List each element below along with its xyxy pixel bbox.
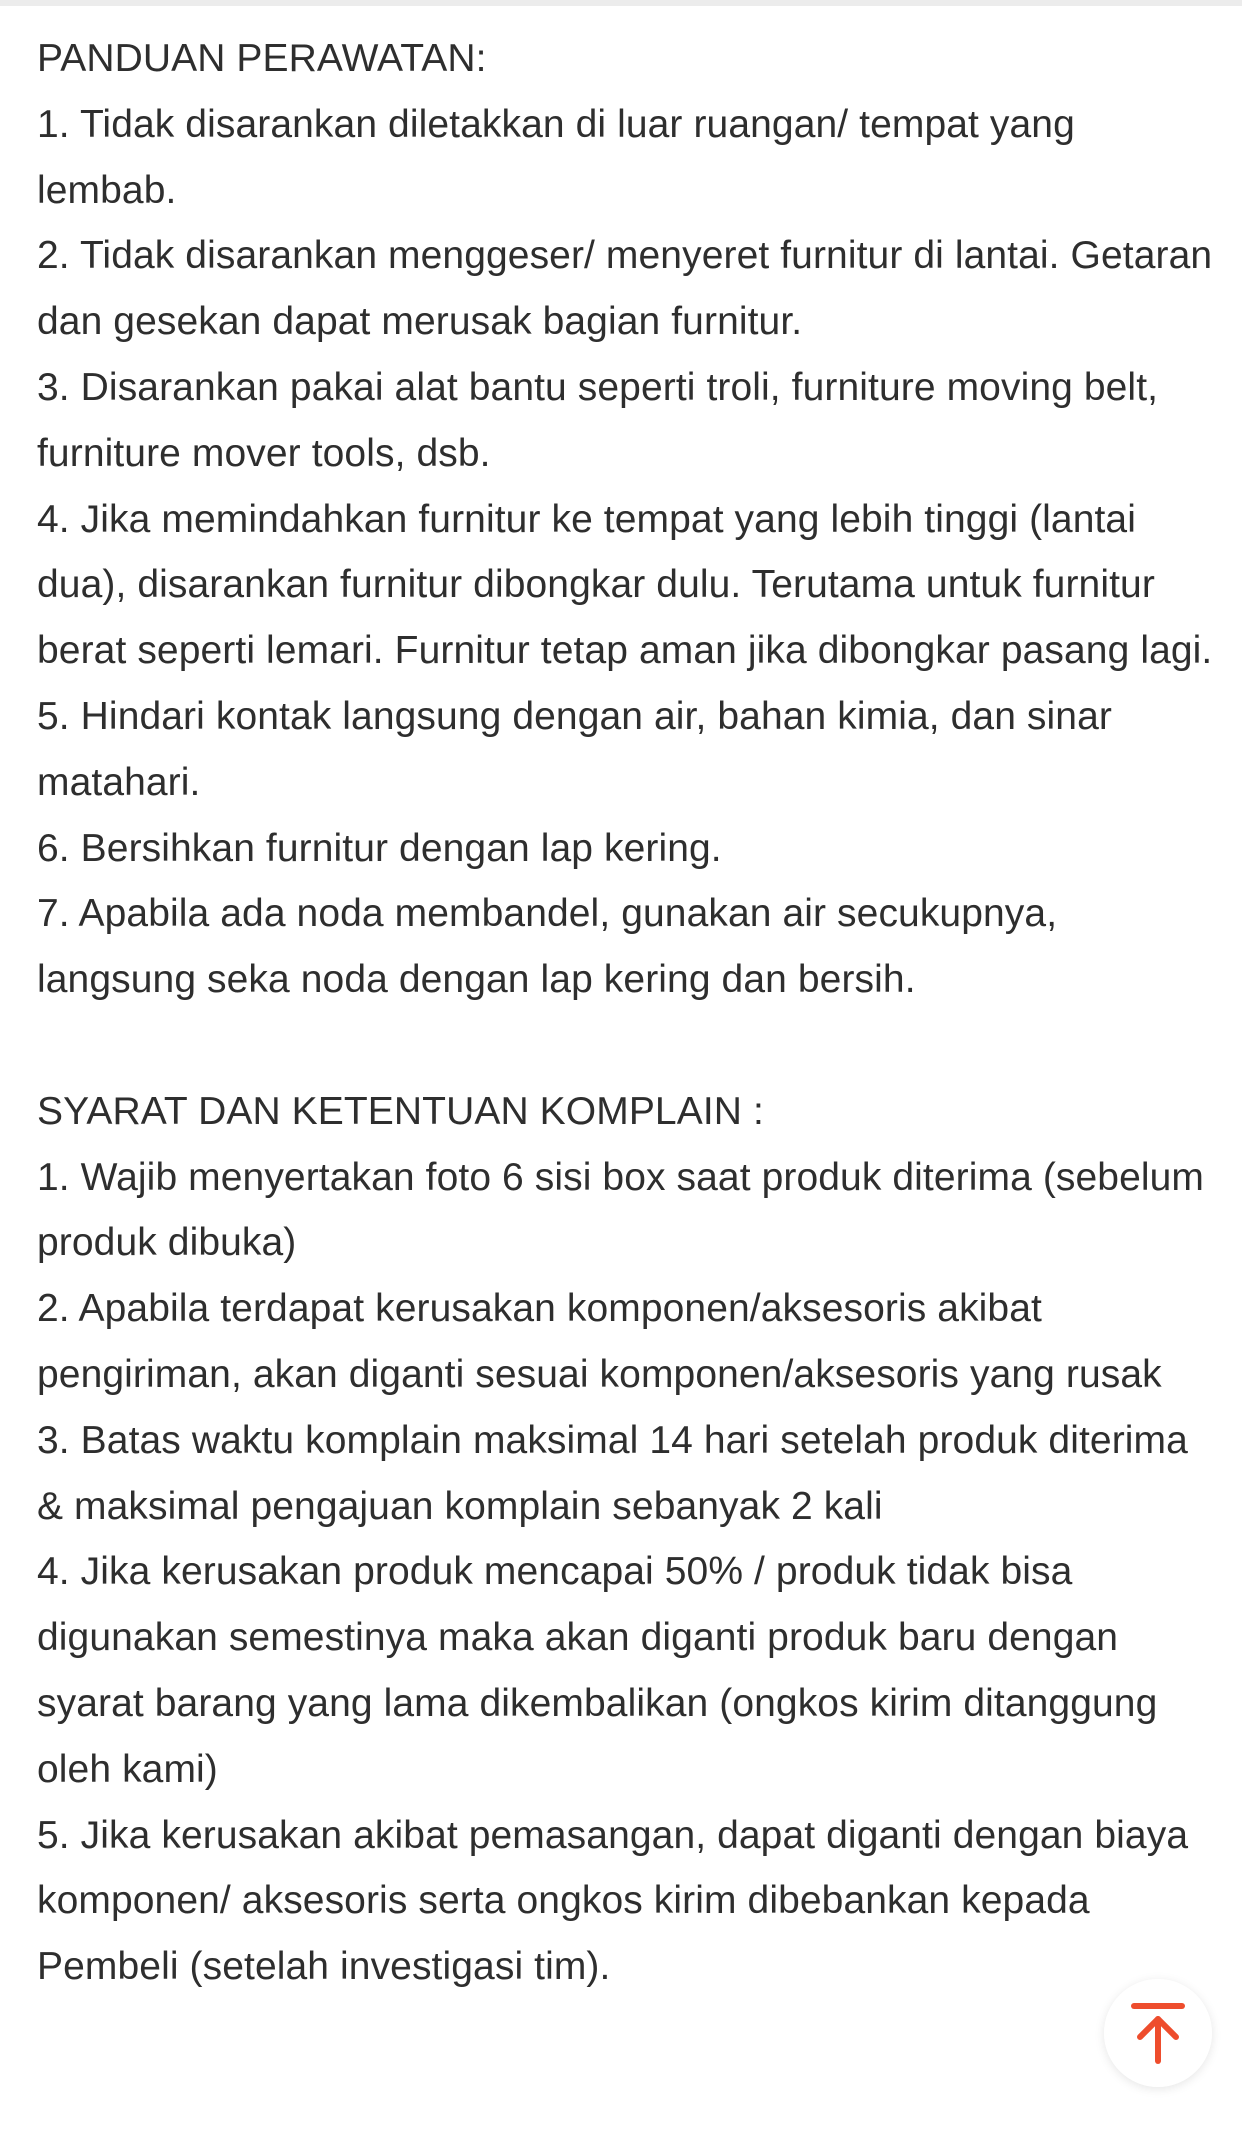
section-spacer [37, 1013, 1217, 1079]
care-guide-item: 6. Bersihkan furnitur dengan lap kering. [37, 826, 722, 870]
care-guide-item: 7. Apabila ada noda membandel, gunakan air secukupnya, langsung seka noda dengan lap kering dan bersih. [37, 892, 1058, 1002]
care-guide-item: 3. Disarankan pakai alat bantu seperti troli, furniture moving belt, furniture mover tools, dsb. [37, 365, 1159, 475]
care-guide-item: 4. Jika memindahkan furnitur ke tempat yang lebih tinggi (lantai dua), disarankan furnitur dibongkar dulu. Terutama untuk furnitur berat seperti lemari. Furnitur tetap aman jika dibongkar pasang lagi. [37, 497, 1213, 673]
complaint-terms-item: 2. Apabila terdapat kerusakan komponen/aksesoris akibat pengiriman, akan diganti sesuai komponen/aksesoris yang rusak [37, 1287, 1162, 1396]
complaint-terms-item: 4. Jika kerusakan produk mencapai 50% / produk tidak bisa digunakan semestinya maka akan diganti produk baru dengan syarat barang yang lama dikembalikan (ongkos kirim ditanggung oleh kami) [37, 1550, 1158, 1791]
care-guide-item: 5. Hindari kontak langsung dengan air, bahan kimia, dan sinar matahari. [37, 694, 1112, 804]
complaint-terms-item: 5. Jika kerusakan akibat pemasangan, dapat diganti dengan biaya komponen/ aksesoris serta ongkos kirim dibebankan kepada Pembeli (setelah investigasi tim). [37, 1813, 1189, 1989]
top-divider [0, 0, 1242, 6]
care-guide-item: 2. Tidak disarankan menggeser/ menyeret furnitur di lantai. Getaran dan gesekan dapat merusak bagian furnitur. [37, 234, 1213, 344]
care-guide-title: PANDUAN PERAWATAN: [37, 37, 487, 80]
complaint-terms-item: 3. Batas waktu komplain maksimal 14 hari setelah produk diterima & maksimal pengajuan komplain sebanyak 2 kali [37, 1418, 1188, 1528]
complaint-terms-title: SYARAT DAN KETENTUAN KOMPLAIN : [37, 1089, 764, 1133]
arrow-up-to-top-icon [1128, 2001, 1188, 2065]
description-text [37, 26, 1217, 2000]
scroll-to-top-button[interactable] [1104, 1979, 1212, 2087]
complaint-terms-item: 1. Wajib menyertakan foto 6 sisi box saat produk diterima (sebelum produk dibuka) [37, 1155, 1205, 1265]
care-guide-item: 1. Tidak disarankan diletakkan di luar ruangan/ tempat yang lembab. [37, 102, 1075, 212]
